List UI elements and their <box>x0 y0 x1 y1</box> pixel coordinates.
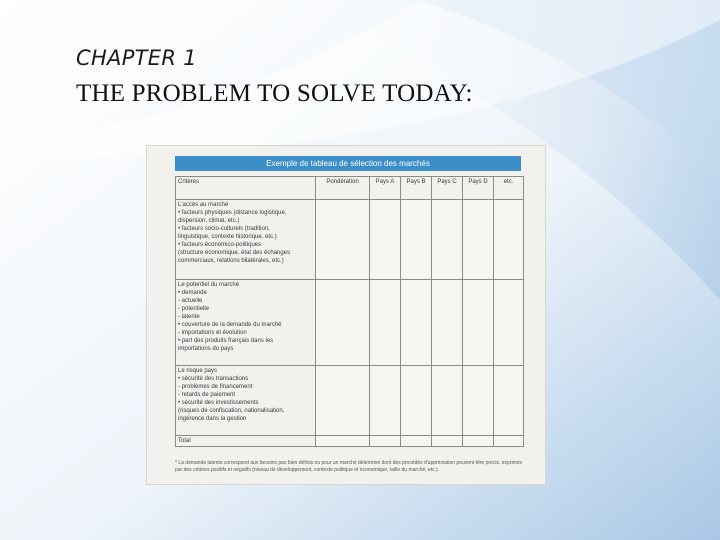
criteria-line: L'accès au marché <box>178 202 229 208</box>
empty-cell <box>494 200 524 280</box>
criteria-line: - importations et évolution <box>178 330 247 336</box>
table-row <box>176 200 524 280</box>
empty-cell <box>370 436 401 447</box>
empty-cell <box>401 366 432 436</box>
criteria-line: ingérence dans la gestion <box>178 416 247 422</box>
criteria-line: • facteurs économico-politiques <box>178 242 262 248</box>
criteria-cell <box>176 200 316 280</box>
empty-cell <box>463 280 494 366</box>
criteria-line: importations du pays <box>178 346 234 352</box>
empty-cell <box>370 200 401 280</box>
criteria-line: • sécurité des investissements <box>178 400 259 406</box>
empty-cell <box>316 200 370 280</box>
header-weighting: Pondération <box>316 177 370 200</box>
header-country-b: Pays B <box>401 177 432 200</box>
criteria-line: (structure économique, état des échanges <box>178 250 291 256</box>
empty-cell <box>432 280 463 366</box>
header-criteria: Critères <box>176 177 316 200</box>
criteria-line: Le potentiel du marché <box>178 282 240 288</box>
header-country-a: Pays A <box>370 177 401 200</box>
criteria-line: - latente <box>178 314 200 320</box>
total-label: Total <box>178 438 191 444</box>
empty-cell <box>316 280 370 366</box>
table-row <box>176 280 524 366</box>
criteria-line: - retards de paiement <box>178 392 236 398</box>
criteria-line: • facteurs physiques (distance logistique, <box>178 210 287 216</box>
empty-cell <box>494 366 524 436</box>
empty-cell <box>401 436 432 447</box>
criteria-line: - actuelle <box>178 298 203 304</box>
empty-cell <box>432 366 463 436</box>
criteria-line: linguistique, contexte historique, etc.) <box>178 234 277 240</box>
criteria-line: • demande <box>178 290 207 296</box>
empty-cell <box>401 280 432 366</box>
header-etc: etc. <box>494 177 524 200</box>
empty-cell <box>463 366 494 436</box>
criteria-line: Le risque pays <box>178 368 218 374</box>
table-footnote: * La demande latente correspond aux besoins pas bien définis ou pour un marché déterminé dont des procédés d'appréciation peuvent être précis, exprimés par des critères positifs et négatifs (niveau de développement, contexte politique et économique, taille du marché, etc.). <box>175 460 523 473</box>
scanned-table-image <box>146 145 546 485</box>
empty-cell <box>401 200 432 280</box>
empty-cell <box>316 436 370 447</box>
empty-cell <box>463 436 494 447</box>
table-row <box>176 436 524 447</box>
empty-cell <box>494 436 524 447</box>
table-row <box>176 366 524 436</box>
criteria-cell <box>176 366 316 436</box>
empty-cell <box>316 366 370 436</box>
slide-title: THE PROBLEM TO SOLVE TODAY: <box>76 80 473 107</box>
criteria-line: • facteurs socio-culturels (tradition, <box>178 226 270 232</box>
criteria-cell <box>176 280 316 366</box>
empty-cell <box>370 366 401 436</box>
criteria-line: • part des produits français dans les <box>178 338 274 344</box>
criteria-line: (risques de confiscation, nationalisation, <box>178 408 285 414</box>
criteria-line: - potentielle <box>178 306 210 312</box>
empty-cell <box>370 280 401 366</box>
table-banner: Exemple de tableau de sélection des marchés <box>175 156 521 171</box>
criteria-table <box>175 176 524 447</box>
total-cell <box>176 436 316 447</box>
criteria-line: • sécurité des transactions <box>178 376 249 382</box>
header-country-c: Pays C <box>432 177 463 200</box>
criteria-line: dispersion, climat, etc.) <box>178 218 240 224</box>
chapter-label: CHAPTER 1 <box>76 46 197 70</box>
empty-cell <box>494 280 524 366</box>
empty-cell <box>463 200 494 280</box>
empty-cell <box>432 436 463 447</box>
criteria-line: - problèmes de financement <box>178 384 253 390</box>
header-country-d: Pays D <box>463 177 494 200</box>
criteria-line: commerciaux, relations bilatérales, etc.) <box>178 258 284 264</box>
criteria-line: • couverture de la demande du marché <box>178 322 282 328</box>
empty-cell <box>432 200 463 280</box>
